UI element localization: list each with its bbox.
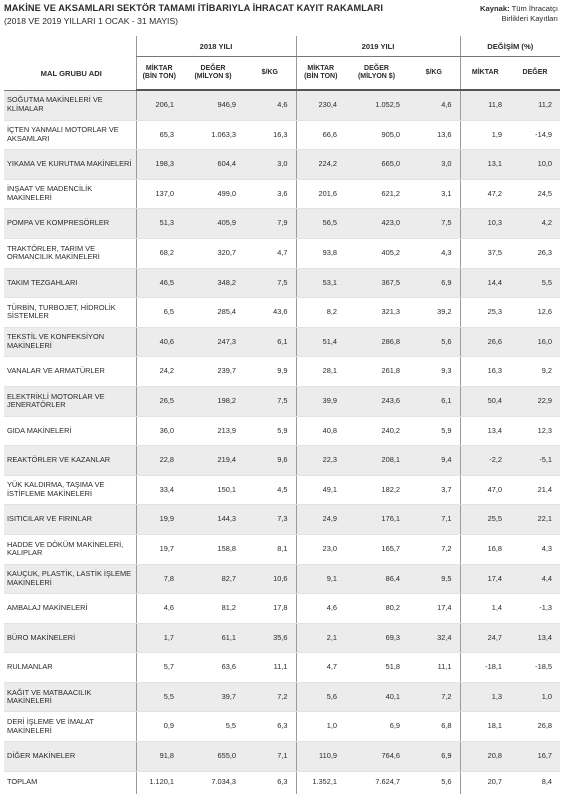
cell-qty-2018: 206,1 [136, 90, 182, 120]
cell-qty-2019: 51,4 [296, 327, 345, 357]
cell-value-2018: 348,2 [182, 268, 244, 298]
cell-qty-2018: 137,0 [136, 179, 182, 209]
cell-perkg-2019: 4,6 [408, 90, 460, 120]
cell-perkg-2018: 17,8 [244, 594, 296, 624]
cell-change-qty: 20,8 [460, 742, 510, 772]
table-row [4, 534, 560, 564]
cell-value-2019: 905,0 [345, 120, 408, 150]
cell-row-name: ELEKTRİKLİ MOTORLAR VE JENERATÖRLER [4, 386, 136, 416]
cell-row-name: TEKSTİL VE KONFEKSİYON MAKİNELERİ [4, 327, 136, 357]
cell-value-2019: 7.624,7 [375, 777, 400, 787]
col-header-perkg-2019: $/KG [408, 57, 460, 91]
cell-value-2019: 286,8 [345, 327, 408, 357]
cell-value-2018: 219,4 [182, 446, 244, 476]
cell-value-2019: 405,2 [345, 238, 408, 268]
cell-change-qty: 47,0 [460, 475, 510, 505]
cell-row-name: TRAKTÖRLER, TARIM VE ORMANCILIK MAKİNELERİ [4, 238, 136, 268]
cell-change-value: 5,5 [510, 268, 560, 298]
cell-qty-2018: 7,8 [136, 564, 182, 594]
cell-change-qty: 26,6 [460, 327, 510, 357]
cell-perkg-2018: 6,1 [244, 327, 296, 357]
cell-value-2019: 1.052,5 [345, 90, 408, 120]
cell-change-value: 24,5 [510, 179, 560, 209]
cell-change-qty: 25,3 [460, 298, 510, 328]
cell-change-value: 16,0 [510, 327, 560, 357]
cell-perkg-2019: 7,5 [408, 209, 460, 239]
cell-perkg-2018: 9,9 [244, 357, 296, 387]
cell-qty-2019: 49,1 [296, 475, 345, 505]
cell-row-name: ISITICILAR VE FIRINLAR [4, 505, 136, 535]
cell-qty-2018: 22,8 [136, 446, 182, 476]
cell-change-value: 11,2 [510, 90, 560, 120]
cell-change-qty: 13,4 [460, 416, 510, 446]
col-header-change-value: DEĞER [510, 57, 560, 91]
cell-row-name: İNŞAAT VE MADENCİLİK MAKİNELERİ [4, 179, 136, 209]
cell-change-qty: 14,4 [460, 268, 510, 298]
cell-qty-2018: 91,8 [136, 742, 182, 772]
cell-row-name: KAĞIT VE MATBAACILIK MAKİNELERİ [4, 682, 136, 712]
table-row [4, 209, 560, 239]
cell-qty-2018: 46,5 [136, 268, 182, 298]
cell-value-2018: 946,9 [182, 90, 244, 120]
cell-perkg-2018: 6,3 [277, 777, 288, 787]
cell-qty-2018: 4,6 [136, 594, 182, 624]
cell-change-qty: 18,1 [460, 712, 510, 742]
cell-qty-2019: 8,2 [296, 298, 345, 328]
cell-row-name: REAKTÖRLER VE KAZANLAR [4, 446, 136, 476]
cell-perkg-2019: 5,6 [441, 777, 452, 787]
cell-perkg-2018: 35,6 [244, 623, 296, 653]
table-row [4, 90, 560, 120]
cell-change-qty: 11,8 [460, 90, 510, 120]
cell-change-value: -14,9 [510, 120, 560, 150]
cell-change-qty: 16,3 [460, 357, 510, 387]
cell-qty-2019: 40,8 [296, 416, 345, 446]
cell-value-2018: 1.063,3 [182, 120, 244, 150]
cell-perkg-2019: 7,2 [408, 682, 460, 712]
cell-value-2018: 144,3 [182, 505, 244, 535]
cell-qty-2019: 201,6 [296, 179, 345, 209]
cell-change-value: -1,3 [510, 594, 560, 624]
cell-change-qty: -18,1 [460, 653, 510, 683]
group-header-2018: 2018 YILI [136, 36, 296, 57]
cell-perkg-2018: 6,3 [244, 712, 296, 742]
cell-value-2019: 243,6 [345, 386, 408, 416]
cell-perkg-2019: 7,1 [408, 505, 460, 535]
table-row [4, 475, 560, 505]
cell-value-2019: 40,1 [345, 682, 408, 712]
cell-change-qty: 13,1 [460, 150, 510, 180]
cell-value-2019: 321,3 [345, 298, 408, 328]
cell-value-2018: 499,0 [182, 179, 244, 209]
cell-perkg-2019: 17,4 [408, 594, 460, 624]
cell-perkg-2019: 3,7 [408, 475, 460, 505]
cell-value-2018: 320,7 [182, 238, 244, 268]
source-line-2: Birlikleri Kayıtları [501, 14, 558, 23]
cell-qty-2018: 68,2 [136, 238, 182, 268]
cell-value-2019: 665,0 [345, 150, 408, 180]
cell-perkg-2018: 3,0 [244, 150, 296, 180]
cell-change-value: 22,1 [510, 505, 560, 535]
cell-change-qty: 1,9 [460, 120, 510, 150]
cell-change-value: 1,0 [510, 682, 560, 712]
cell-perkg-2018: 8,1 [244, 534, 296, 564]
cell-qty-2019: 22,3 [296, 446, 345, 476]
cell-qty-2019: 2,1 [296, 623, 345, 653]
cell-row-name: KAUÇUK, PLASTİK, LASTİK İŞLEME MAKİNELERİ [4, 564, 136, 594]
table-row [4, 120, 560, 150]
col-header-qty-2019: MİKTAR (BİN TON) [296, 57, 345, 91]
col-header-perkg-2018: $/KG [244, 57, 296, 91]
cell-qty-2019: 230,4 [296, 90, 345, 120]
cell-change-value: 16,7 [510, 742, 560, 772]
cell-perkg-2019: 9,3 [408, 357, 460, 387]
col-header-change-qty: MİKTAR [460, 57, 510, 91]
cell-perkg-2019: 3,1 [408, 179, 460, 209]
cell-change-value: 4,4 [510, 564, 560, 594]
cell-qty-2019: 39,9 [296, 386, 345, 416]
cell-value-2018: 61,1 [182, 623, 244, 653]
table-row [4, 298, 560, 328]
cell-row-name: AMBALAJ MAKİNELERİ [4, 594, 136, 624]
cell-row-name: GIDA MAKİNELERİ [4, 416, 136, 446]
cell-row-name: DERİ İŞLEME VE İMALAT MAKİNELERİ [4, 712, 136, 742]
cell-qty-2018: 5,7 [136, 653, 182, 683]
cell-value-2018: 150,1 [182, 475, 244, 505]
table-row [4, 446, 560, 476]
col-header-value-2018: DEĞER (MİLYON $) [182, 57, 244, 91]
cell-change-value: 9,2 [510, 357, 560, 387]
col-header-value-2019: DEĞER (MİLYON $) [345, 57, 408, 91]
cell-perkg-2019: 5,9 [408, 416, 460, 446]
cell-change-qty: 10,3 [460, 209, 510, 239]
cell-qty-2019: 5,6 [296, 682, 345, 712]
col-header-qty-2018: MİKTAR (BİN TON) [136, 57, 182, 91]
table-row [4, 179, 560, 209]
cell-perkg-2019: 39,2 [408, 298, 460, 328]
cell-qty-2019: 4,7 [296, 653, 345, 683]
cell-value-2018: 655,0 [182, 742, 244, 772]
cell-value-2019: 176,1 [345, 505, 408, 535]
cell-qty-2019: 66,6 [296, 120, 345, 150]
cell-perkg-2018: 4,5 [244, 475, 296, 505]
cell-value-2019: 6,9 [345, 712, 408, 742]
cell-perkg-2019: 6,1 [408, 386, 460, 416]
cell-value-2019: 261,8 [345, 357, 408, 387]
cell-perkg-2019: 6,9 [408, 742, 460, 772]
cell-qty-2018: 19,7 [136, 534, 182, 564]
cell-value-2019: 621,2 [345, 179, 408, 209]
cell-perkg-2019: 4,3 [408, 238, 460, 268]
cell-qty-2019: 9,1 [296, 564, 345, 594]
table-row [4, 742, 560, 772]
cell-qty-2018: 24,2 [136, 357, 182, 387]
cell-qty-2019: 4,6 [296, 594, 345, 624]
cell-change-value: 22,9 [510, 386, 560, 416]
table-row [4, 357, 560, 387]
cell-value-2019: 69,3 [345, 623, 408, 653]
report-title: MAKİNE VE AKSAMLARI SEKTÖR TAMAMI İTİBARIYLA İHRACAT KAYIT RAKAMLARI [4, 3, 384, 13]
cell-perkg-2018: 7,1 [244, 742, 296, 772]
table-row [4, 505, 560, 535]
cell-value-2019: 51,8 [345, 653, 408, 683]
cell-change-qty: 25,5 [460, 505, 510, 535]
cell-qty-2019: 93,8 [296, 238, 345, 268]
cell-value-2018: 285,4 [182, 298, 244, 328]
cell-perkg-2018: 11,1 [244, 653, 296, 683]
cell-change-value: 4,3 [510, 534, 560, 564]
cell-qty-2019: 1,0 [296, 712, 345, 742]
cell-value-2018: 7.034,3 [211, 777, 236, 787]
table-row [4, 653, 560, 683]
cell-value-2018: 158,8 [182, 534, 244, 564]
cell-qty-2019: 224,2 [296, 150, 345, 180]
table-row [4, 327, 560, 357]
cell-perkg-2018: 10,6 [244, 564, 296, 594]
cell-change-qty: 17,4 [460, 564, 510, 594]
cell-change-qty: 50,4 [460, 386, 510, 416]
cell-qty-2018: 198,3 [136, 150, 182, 180]
table-row [4, 682, 560, 712]
cell-qty-2018: 19,9 [136, 505, 182, 535]
cell-qty-2018: 26,5 [136, 386, 182, 416]
cell-change-value: 26,8 [510, 712, 560, 742]
table-row [4, 238, 560, 268]
cell-perkg-2019: 3,0 [408, 150, 460, 180]
cell-change-value: -18,5 [510, 653, 560, 683]
cell-perkg-2019: 6,9 [408, 268, 460, 298]
cell-qty-2019: 28,1 [296, 357, 345, 387]
cell-value-2019: 764,6 [345, 742, 408, 772]
cell-qty-2018: 0,9 [136, 712, 182, 742]
cell-perkg-2018: 43,6 [244, 298, 296, 328]
cell-value-2018: 81,2 [182, 594, 244, 624]
cell-change-qty: 20,7 [460, 771, 510, 794]
cell-value-2019: 367,5 [345, 268, 408, 298]
export-table [4, 36, 560, 794]
cell-perkg-2018: 7,2 [244, 682, 296, 712]
cell-qty-2018: 51,3 [136, 209, 182, 239]
cell-perkg-2018: 3,6 [244, 179, 296, 209]
cell-change-qty: 37,5 [460, 238, 510, 268]
cell-qty-2018: 5,5 [136, 682, 182, 712]
cell-qty-2018: 33,4 [136, 475, 182, 505]
cell-change-value: 8,4 [541, 777, 552, 787]
cell-row-name: HADDE VE DÖKÜM MAKİNELERİ, KALIPLAR [4, 534, 136, 564]
cell-qty-2019: 23,0 [296, 534, 345, 564]
cell-value-2018: 39,7 [182, 682, 244, 712]
cell-qty-2019: 24,9 [296, 505, 345, 535]
cell-perkg-2018: 4,6 [244, 90, 296, 120]
cell-change-value: 10,0 [510, 150, 560, 180]
cell-qty-2019: 110,9 [296, 742, 345, 772]
cell-row-name: POMPA VE KOMPRESÖRLER [4, 209, 136, 239]
source-label: Kaynak: [480, 4, 510, 13]
cell-row-name: TAKIM TEZGAHLARI [4, 268, 136, 298]
cell-change-qty: 47,2 [460, 179, 510, 209]
col-header-name: MAL GRUBU ADI [4, 36, 136, 90]
table-row [4, 594, 560, 624]
cell-perkg-2019: 9,4 [408, 446, 460, 476]
cell-row-name: DİĞER MAKİNELER [4, 742, 136, 772]
cell-perkg-2018: 16,3 [244, 120, 296, 150]
cell-qty-2018: 1.120,1 [136, 771, 182, 794]
cell-perkg-2019: 9,5 [408, 564, 460, 594]
cell-value-2019: 182,2 [345, 475, 408, 505]
table-row [4, 386, 560, 416]
cell-value-2018: 405,9 [182, 209, 244, 239]
cell-value-2019: 165,7 [345, 534, 408, 564]
cell-perkg-2018: 7,5 [244, 268, 296, 298]
cell-value-2018: 5,5 [182, 712, 244, 742]
cell-row-name: BÜRO MAKİNELERİ [4, 623, 136, 653]
cell-change-value: 4,2 [510, 209, 560, 239]
cell-perkg-2018: 9,6 [244, 446, 296, 476]
report-subtitle: (2018 VE 2019 YILLARI 1 OCAK - 31 MAYIS) [4, 16, 179, 26]
cell-qty-2018: 40,6 [136, 327, 182, 357]
cell-row-name: VANALAR VE ARMATÜRLER [4, 357, 136, 387]
total-row [4, 771, 560, 794]
cell-value-2018: 63,6 [182, 653, 244, 683]
cell-value-2019: 240,2 [345, 416, 408, 446]
cell-perkg-2019: 5,6 [408, 327, 460, 357]
cell-change-qty: 16,8 [460, 534, 510, 564]
cell-change-value: -5,1 [510, 446, 560, 476]
cell-perkg-2018: 7,5 [244, 386, 296, 416]
cell-perkg-2018: 4,7 [244, 238, 296, 268]
cell-row-name: SOĞUTMA MAKİNELERİ VE KLİMALAR [4, 90, 136, 120]
cell-perkg-2019: 7,2 [408, 534, 460, 564]
cell-perkg-2018: 5,9 [244, 416, 296, 446]
cell-row-name: YÜK KALDIRMA, TAŞIMA VE İSTİFLEME MAKİNELERİ [4, 475, 136, 505]
cell-row-name: İÇTEN YANMALI MOTORLAR VE AKSAMLARI [4, 120, 136, 150]
cell-value-2018: 247,3 [182, 327, 244, 357]
cell-change-value: 26,3 [510, 238, 560, 268]
cell-row-name: RULMANLAR [4, 653, 136, 683]
cell-qty-2019: 1.352,1 [296, 771, 345, 794]
cell-value-2018: 239,7 [182, 357, 244, 387]
cell-change-qty: 1,4 [460, 594, 510, 624]
cell-perkg-2019: 13,6 [408, 120, 460, 150]
cell-perkg-2019: 32,4 [408, 623, 460, 653]
cell-change-value: 13,4 [510, 623, 560, 653]
cell-perkg-2019: 6,8 [408, 712, 460, 742]
source-line-1: Tüm İhracatçı [511, 4, 558, 13]
table-row [4, 623, 560, 653]
cell-qty-2019: 53,1 [296, 268, 345, 298]
cell-qty-2018: 1,7 [136, 623, 182, 653]
cell-perkg-2018: 7,3 [244, 505, 296, 535]
table-row [4, 416, 560, 446]
cell-change-qty: -2,2 [460, 446, 510, 476]
cell-value-2018: 198,2 [182, 386, 244, 416]
cell-change-value: 12,3 [510, 416, 560, 446]
cell-value-2019: 80,2 [345, 594, 408, 624]
cell-row-name: TOPLAM [7, 777, 38, 787]
cell-qty-2018: 6,5 [136, 298, 182, 328]
cell-change-value: 21,4 [510, 475, 560, 505]
cell-value-2018: 82,7 [182, 564, 244, 594]
group-header-2019: 2019 YILI [296, 36, 460, 57]
cell-value-2019: 86,4 [345, 564, 408, 594]
table-row [4, 150, 560, 180]
cell-perkg-2018: 7,9 [244, 209, 296, 239]
cell-value-2018: 213,9 [182, 416, 244, 446]
table-row [4, 268, 560, 298]
table-row [4, 564, 560, 594]
cell-change-qty: 24,7 [460, 623, 510, 653]
cell-perkg-2019: 11,1 [408, 653, 460, 683]
cell-value-2019: 208,1 [345, 446, 408, 476]
group-header-change: DEĞİŞİM (%) [460, 36, 560, 57]
cell-change-qty: 1,3 [460, 682, 510, 712]
cell-value-2018: 604,4 [182, 150, 244, 180]
cell-qty-2018: 65,3 [136, 120, 182, 150]
cell-row-name: TÜRBİN, TURBOJET, HİDROLİK SİSTEMLER [4, 298, 136, 328]
cell-qty-2019: 56,5 [296, 209, 345, 239]
cell-value-2019: 423,0 [345, 209, 408, 239]
cell-qty-2018: 36,0 [136, 416, 182, 446]
table-row [4, 712, 560, 742]
cell-row-name: YIKAMA VE KURUTMA MAKİNELERİ [4, 150, 136, 180]
source-note [480, 4, 558, 24]
cell-change-value: 12,6 [510, 298, 560, 328]
